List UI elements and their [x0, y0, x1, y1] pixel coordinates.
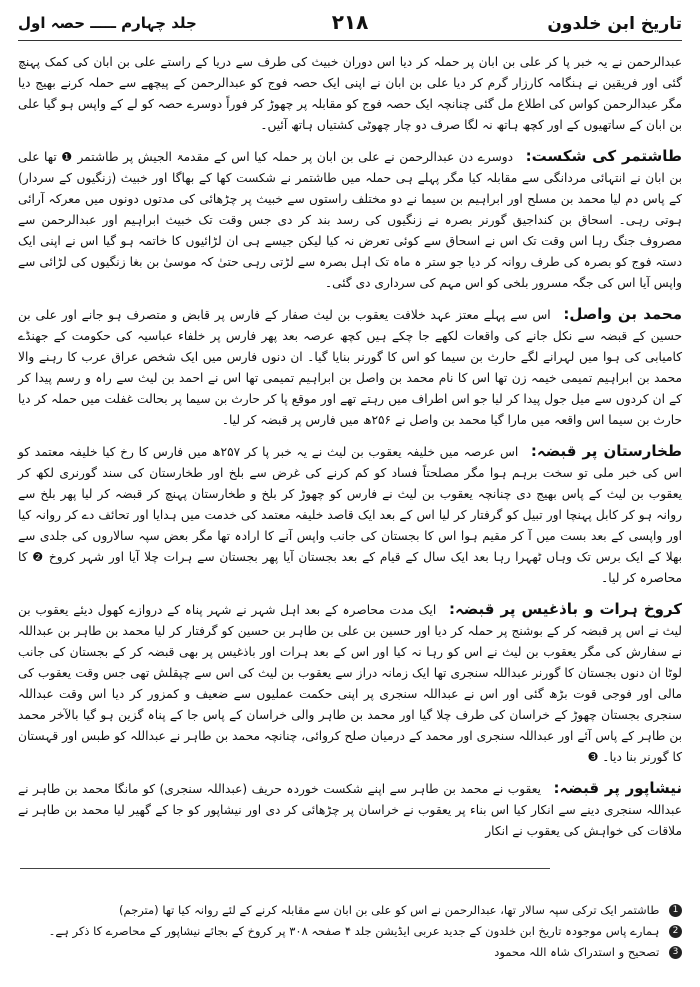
- footnote: [18, 921, 682, 942]
- paragraph-text: اس سے پہلے معتز عہد خلافت یعقوب بن لیث صفار کے فارس پر قابض و متصرف ہو جانے اور علی بن حسین کے قبضہ سے نکل جانے کی واقعات لکھے جا چکے ہیں کچھ عرصہ بعد پھر فارس پر خلفاء عباسیہ کی حکومت کے جھنڈے کامیابی کی ہوا میں لہرانے لگے حارث بن سیما کو اس کا گورنر بنایا گیا۔ ان دنوں فارس میں ایک شخص عراق عرب کا رہنے والا محمد بن ابراہیم تمیمی خیمہ زن تھا اس کا نام محمد بن واصل بن ابراہیم تمیمی تھا اس نے احمد بن لیث سے راہ و رسم پیدا کر کے ان کردوں سے میل جول پیدا کر لیا جو اس اطراف میں رہتے تھے اور موقع پا کر حارث بن سیما پر بحالت غفلت میں حملہ کر دیا حارث بن سیما اس واقعہ میں مارا گیا محمد بن واصل نے ۲۵۶ھ میں فارس پر قبضہ کر لیا۔: [18, 308, 682, 427]
- paragraph: [18, 146, 682, 294]
- footnote: [18, 900, 682, 921]
- footnotes: [18, 900, 682, 963]
- main-text: [18, 52, 682, 852]
- page-number: ۲۱۸: [331, 10, 369, 34]
- paragraph-text: عبدالرحمن نے یہ خبر پا کر علی بن ابان پر حملہ کر دیا اس دوران خبیث کی طرف سے دریا کے راستے علی بن ابان کی کمک پہنچ گئی اور فریقین نے ہنگامہ کارزار گرم کر دیا علی بن ابان نے اپنی ایک حصہ فوج کو عبدالرحمن کے پیچھے سے حملہ کرنے بھیج دیا مگر عبدالرحمن کواس کی اطلاع مل گئی چنانچہ ایک حصہ فوج کو مقابلہ پر چھوڑ کر فوراً دوسرے حصہ کو لے کے واپس ہو گیا علی بن ابان کے ساتھیوں کے اور کچھ ہاتھ نہ لگا صرف دو چار چھوٹی کشتیاں ہاتھ آئیں۔: [18, 55, 682, 132]
- paragraph: [18, 304, 682, 431]
- paragraph-text: اس عرصہ میں خلیفہ یعقوب بن لیث نے یہ خبر پا کر ۲۵۷ھ میں فارس کا رخ کیا خلیفہ معتمد کو اس کی خبر ملی تو سخت برہم ہوا مگر مصلحتاً فساد کو کم کرنے کی غرض سے بلخ اور طخارستان کی سند گورنری لکھ کر یعقوب بن لیث کے پاس بھیج دی چنانچہ یعقوب بن لیث نے فارس کو چھوڑ کر بلخ و طخارستان پہنچ کر قبضہ کر لیا پھر بلخ سے روانہ ہو کر کابل پہنچا اور تبیل کو گرفتار کر لیا اس کے بعد ایک قاصد خلیفہ معتمد کی خدمت میں ہدایا اور تحائف دے کر روانہ کیا اور واپسی کے بعد بست میں آ کر مقیم ہوا اس کا بجستان کی جانب واپس آنے کا ارادہ تھا مگر بعض سپہ سالاروں کی جلدی سے بھلا کے ایک برس تک وہاں ٹھہرا رہا بعد ایک سال کے قیام کے بعد بجستان آیا پھر بجستان سے ہرات چلا آیا اور شہر کروخ ❷ کا محاصرہ کر لیا۔: [18, 445, 682, 585]
- footnote-marker: 1: [669, 904, 682, 917]
- section-heading: طخارستان پر قبضہ:: [530, 442, 683, 460]
- book-title: تاریخ ابن خلدون: [547, 14, 682, 34]
- header-rule: [18, 40, 682, 41]
- footnote-rule: [20, 868, 550, 869]
- footnote-text: طاشتمر ایک ترکی سپہ سالار تھا، عبدالرحمن نے اس کو علی بن ابان سے مقابلہ کرنے کے لئے روانہ کیا تھا (مترجم): [118, 903, 660, 917]
- footnote-marker: 3: [669, 946, 682, 959]
- section-heading: کروخ ہرات و باذغیس پر قبضہ:: [448, 600, 683, 618]
- footnote-text: تصحیح و استدراک شاہ اللہ محمود: [494, 945, 660, 959]
- page-header: [18, 10, 682, 38]
- volume-label: جلد چہارم ـــــ حصہ اول: [18, 14, 197, 32]
- section-heading: طاشتمر کی شکست:: [525, 147, 683, 165]
- paragraph-text: دوسرے دن عبدالرحمن نے علی بن ابان پر حملہ کیا اس کے مقدمۃ الجیش پر طاشتمر ❶ تھا علی بن ابان نے انتہائی مردانگی سے مقابلہ کیا مگر پہلے ہی حملہ میں طاشتمر نے شکست کھا کے بھاگا اور خبیث (زنگیوں کے سردار) کے پاس دم لیا محمد بن مسلح اور ابراہیم بن سیما نے دو مختلف راستوں سے خبیث پر چڑھائی کی مدتوں دونوں میں معرکہ آرائی ہوتی رہی۔ اسحاق بن کنداجیق گورنر بصرہ نے زنگیوں کی رسد بند کر دی جس وقت تک خبیث ابراہیم اور عبدالرحمن سے مصروف جنگ رہا اس وقت تک اس نے اسحاق سے کوئی تعرض نہ کیا لیکن جیسے ہی ان لڑائیوں کا خاتمہ ہو گیا اس نے اپنی ایک دستہ فوج کو بصرہ کی طرف روانہ کر دیا جو ستر ہ ماہ تک اہل بصرہ سے لڑتی رہی حتیٰ کہ موسیٰ بن بغا زنگیوں کی لڑائی سے واپس آیا اس کی جگہ مسرور بلخی کو اس مہم کی سرداری دی گئی۔: [18, 150, 682, 290]
- footnote-marker: 2: [669, 925, 682, 938]
- paragraph-text: ایک مدت محاصرہ کے بعد اہل شہر نے شہر پناہ کے دروازے کھول دیئے یعقوب بن لیث نے اس پر قبضہ کر کے بوشنج پر حملہ کر دیا اور حسین بن علی بن طاہر بن حسین کو گرفتار کر لیا محمد بن طاہر بن عبداللہ نے سفارش کی مگر یعقوب بن لیث نے اس کو رہا نہ کیا اور اس کے بعد ہرات اور باذغیس پر بھی قبضہ کر کے بجستان کی جانب لوٹا ان دنوں بجستان کا گورنر عبداللہ سنجری تھا ایک زمانہ دراز سے یعقوب بن لیث کی اس سے چپقلش تھی جس وقت یعقوب کی مالی اور فوجی قوت بڑھ گئی اور اس نے عبداللہ سنجری پر اپنی حکمت عملیوں سے ضعیف و کمزور کر دیا اس وقت عبداللہ سنجری بجستان چھوڑ کے خراسان کی طرف چلا گیا اور محمد بن طاہر والی خراسان کے پاس جا کے پناہ گزین ہو گیا بالآخر محمد بن طاہر کے پاس آئے اور عبداللہ سنجری اور محمد کے درمیان صلح کروائی، چنانچہ محمد بن طاہر نے عبداللہ کو طبس اور قہستان کا گورنر بنا دیا۔ ❸: [18, 603, 682, 764]
- section-heading: محمد بن واصل:: [563, 305, 683, 323]
- section-heading: نیشاپور پر قبضہ:: [553, 779, 682, 797]
- footnote: [18, 942, 682, 963]
- paragraph: [18, 599, 682, 768]
- footnote-text: ہمارے پاس موجودہ تاریخ ابن خلدون کے جدید عربی ایڈیشن جلد ۴ صفحہ ۳۰۸ پر کروخ کے بجائے نیشاپور کے محاصرے کا ذکر ہے۔: [48, 924, 660, 938]
- paragraph: [18, 441, 682, 589]
- paragraph: [18, 52, 682, 136]
- paragraph: [18, 778, 682, 842]
- paragraph-text: یعقوب نے محمد بن طاہر سے اپنے شکست خوردہ حریف (عبداللہ سنجری) کو مانگا محمد بن طاہر نے عبداللہ سنجری دینے سے انکار کیا اس بناء پر یعقوب نے خراسان پر چڑھائی کر دی اور نیشاپور کو جا کے گھیر لیا محمد بن طاہر نے ملاقات کی خواہش کی یعقوب نے انکار: [18, 782, 682, 838]
